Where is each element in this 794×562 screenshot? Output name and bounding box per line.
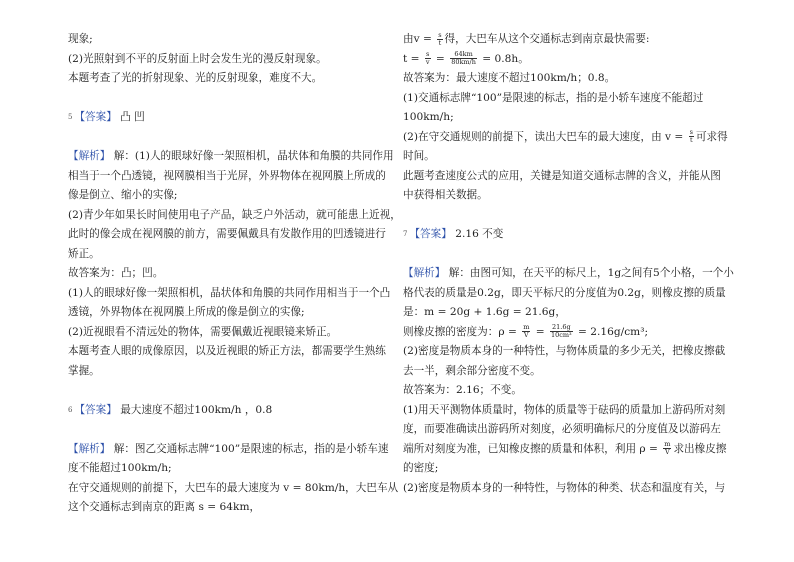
formula-line: 由v = $\frac{s}{t}$ 得，大巴车从这个交通标志到南京最快需要: bbox=[403, 30, 650, 47]
answer-tag: 【答案】 bbox=[409, 228, 452, 240]
text-line: 本题考查了光的折射现象、光的反射现象，难度不大。 bbox=[68, 72, 323, 84]
question-number: 7 bbox=[403, 230, 408, 238]
text-line: (1)交通标志牌“100”是限速的标志，指的是小轿车速度不能超过 bbox=[403, 91, 704, 104]
text-line: 此题考查速度公式的应用，关键是知道交通标志牌的含义，并能从图 bbox=[403, 169, 721, 182]
answer-text: 2.16 不变 bbox=[455, 228, 504, 240]
text-line: 中获得相关数据。 bbox=[403, 189, 488, 201]
fraction: $\frac{64km}{80km/h}$ bbox=[451, 50, 476, 66]
formula-line: 端所对刻度为准，已知橡皮擦的质量和体积，利用 ρ = $\frac{m}{V}$ 求出橡皮擦 bbox=[403, 440, 727, 456]
analysis-line: 【解析】 解：(1)人的眼球好像一架照相机，晶状体和角膜的共同作用 bbox=[68, 150, 394, 162]
text-line: 度，而要准确读出游码所对刻度，必须明确标尺的分度值及以游码左 bbox=[403, 423, 721, 435]
text-line: 像是倒立、缩小的实像; bbox=[68, 189, 178, 201]
text-line: 去一半，剩余部分密度不变。 bbox=[403, 364, 541, 377]
right-column bbox=[403, 30, 748, 498]
text-line: 故答案为：最大速度不超过100km/h；0.8。 bbox=[403, 72, 616, 84]
fraction: $\frac{s}{t}$ bbox=[689, 128, 693, 144]
fraction: $\frac{s}{v}$ bbox=[425, 50, 430, 66]
text-line: (2)近视眼看不清远处的物体，需要佩戴近视眼镜来矫正。 bbox=[68, 325, 338, 338]
text-line: 这个交通标志到南京的距离 s = 64km， bbox=[68, 501, 261, 513]
text-line: 掌握。 bbox=[68, 364, 100, 377]
fraction: $\frac{m}{V}$ bbox=[523, 323, 530, 339]
answer-line-q5 bbox=[68, 108, 413, 128]
text-line: (2)密度是物质本身的一种特性，与物体的种类、状态和温度有关，与 bbox=[403, 481, 726, 494]
fraction: $\frac{21.6g}{\text{10cm³}}$ bbox=[550, 323, 572, 339]
text-line: 时间。 bbox=[403, 150, 435, 162]
analysis-line: 【解析】 解：图乙交通标志牌“100”是限速的标志，指的是小轿车速 bbox=[68, 442, 389, 455]
text-line: 此时的像会成在视网膜的前方，需要佩戴具有发散作用的凹透镜进行 bbox=[68, 228, 386, 240]
text-line: 相当于一个凸透镜，视网膜相当于光屏，外界物体在视网膜上所成的 bbox=[68, 169, 386, 182]
text-line: 矫正。 bbox=[68, 247, 100, 260]
text-line: (2)密度是物质本身的一种特性，与物体质量的多少无关，把橡皮擦截 bbox=[403, 345, 726, 357]
fraction: $\frac{s}{t}$ bbox=[438, 30, 442, 47]
answer-line-q6 bbox=[68, 401, 413, 421]
text-line: 100km/h; bbox=[403, 111, 454, 123]
answer-text: 凸 凹 bbox=[120, 111, 145, 123]
answer-tag: 【答案】 bbox=[74, 403, 117, 416]
text-line: (2)青少年如果长时间使用电子产品，缺乏户外活动，就可能患上近视， bbox=[68, 208, 401, 221]
text-line: 的密度; bbox=[403, 462, 439, 474]
text-line: 在守交通规则的前提下，大巴车的最大速度为 v = 80km/h，大巴车从 bbox=[68, 481, 399, 494]
answer-line-q7 bbox=[403, 225, 748, 245]
analysis-tag: 【解析】 bbox=[68, 442, 111, 455]
text-line: 是：m = 20g + 1.6g = 21.6g， bbox=[403, 306, 566, 318]
answer-tag: 【答案】 bbox=[74, 111, 117, 123]
text-line: 故答案为：2.16；不变。 bbox=[403, 384, 522, 396]
text-line: 本题考查人眼的成像原因，以及近视眼的矫正方法，都需要学生熟练 bbox=[68, 345, 386, 357]
text-line: 度不能超过100km/h; bbox=[68, 462, 172, 474]
formula-line: 则橡皮擦的密度为：ρ = $\frac{m}{V}$ = $\frac{21.6g}{\text{10cm³}}$ = 2.16g/cm³; bbox=[403, 323, 649, 339]
left-column bbox=[68, 30, 413, 518]
text-line: 现象; bbox=[68, 33, 93, 45]
text-line: 透镜，外界物体在视网膜上所成的像是倒立的实像; bbox=[68, 306, 305, 318]
fraction: $\frac{m}{V}$ bbox=[664, 440, 671, 456]
answer-text: 最大速度不超过100km/h ，0.8 bbox=[120, 403, 273, 416]
text-line: 格代表的质量是0.2g，即天平标尺的分度值为0.2g，则橡皮擦的质量 bbox=[403, 286, 726, 299]
text-line: (1)人的眼球好像一架照相机，晶状体和角膜的共同作用相当于一个凸 bbox=[68, 286, 391, 299]
formula-line: t = $\frac{s}{v}$ = $\frac{64km}{80km/h}$ = 0.8h。 bbox=[403, 50, 529, 66]
question-number: 6 bbox=[68, 405, 73, 414]
text-line: (1)用天平测物体质量时，物体的质量等于砝码的质量加上游码所对刻 bbox=[403, 403, 726, 416]
analysis-line: 【解析】 解：由图可知，在天平的标尺上，1g之间有5个小格，一个小 bbox=[403, 267, 734, 279]
formula-line: (2)在守交通规则的前提下，读出大巴车的最大速度，由 v = $\frac{s}{t}$ 可求得 bbox=[403, 128, 728, 144]
text-line: (2)光照射到不平的反射面上时会发生光的漫反射现象。 bbox=[68, 52, 327, 65]
question-number: 5 bbox=[68, 113, 73, 121]
analysis-tag: 【解析】 bbox=[68, 150, 111, 162]
text-line: 故答案为：凸；凹。 bbox=[68, 267, 164, 279]
analysis-tag: 【解析】 bbox=[403, 267, 446, 279]
